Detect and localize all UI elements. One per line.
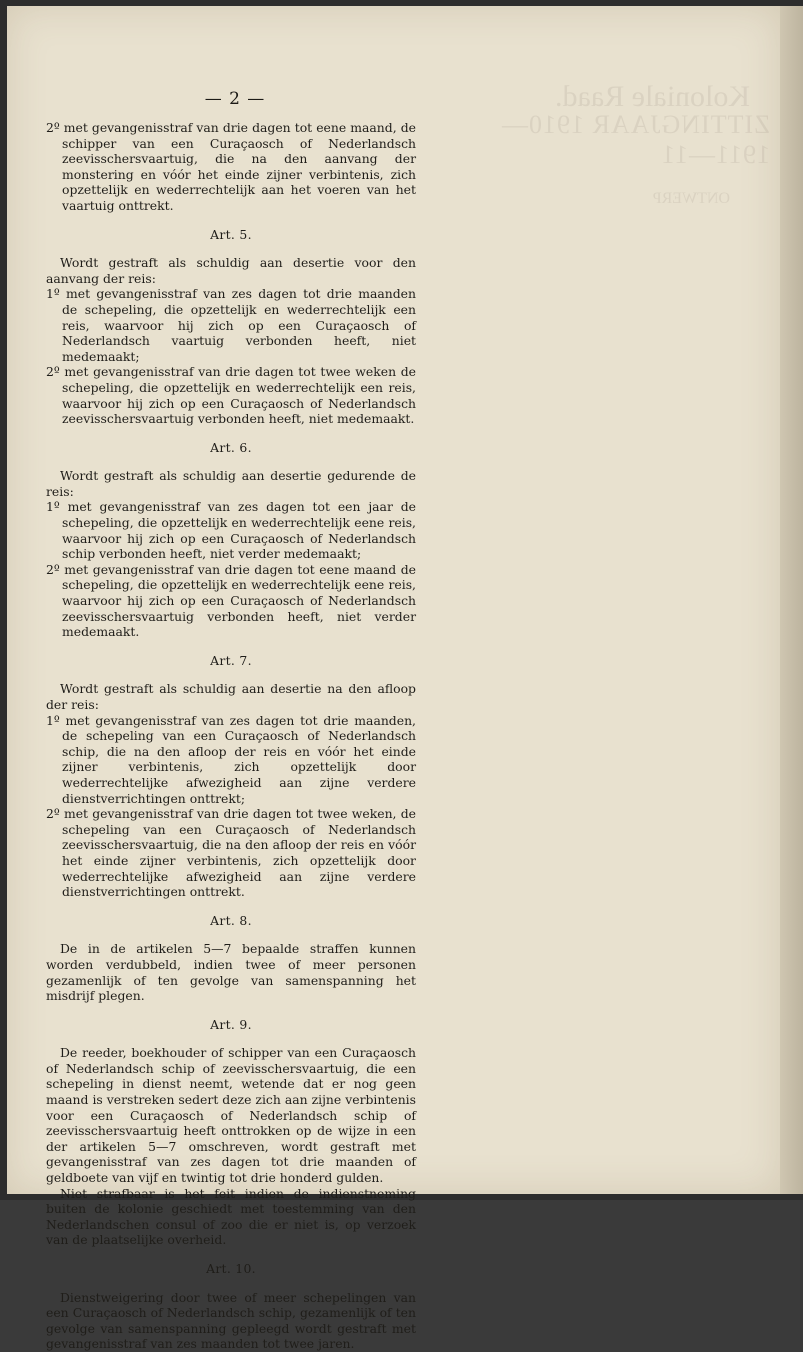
article-heading: Art. 7. xyxy=(210,652,252,668)
article-heading: Art. 8. xyxy=(210,912,252,928)
numbered-clause: 1º met gevangenisstraf van zes dagen tot een jaar de schepeling, die opzettelijk en wederrechtelijk eene reis, waarvoor hij zich op een Curaçaosch of Nederlandsch schip verbonden heeft, niet verder medemaakt; xyxy=(46,499,416,562)
paragraph: Dienstweigering door twee of meer schepelingen van een Curaçaosch of Nederlandsch schip, gezamenlijk of ten gevolge van samenspanning gepleegd wordt gestraft met gevangenisstraf van zes maanden tot twee jaren. xyxy=(46,1289,416,1352)
numbered-clause: 2º met gevangenisstraf van drie dagen tot eene maand, de schipper van een Curaçaosch of Nederlandsch zeevisschersvaartuig, die na den aanvang der monstering en vóór het einde zijner verbintenis, zich opzettelijk en wederrechtelijk aan het voeren van het vaartuig onttrekt. xyxy=(46,120,416,213)
numbered-clause: 2º met gevangenisstraf van drie dagen tot eene maand de schepeling, die opzettelijk en wederrechtelijk eene reis, waarvoor hij zich op een Curaçaosch of Nederlandsch zeevisschersvaartuig verbonden heeft, niet verder medemaakt. xyxy=(46,561,416,640)
paragraph: Wordt gestraft als schuldig aan desertie voor den aanvang der reis: xyxy=(46,255,416,286)
numbered-clause: 1º met gevangenisstraf van zes dagen tot drie maanden, de schepeling van een Curaçaosch of Nederlandsch schip, die na den afloop der reis en vóór het einde zijner verbintenis, zich opzettelijk door wederrechtelijke afwezigheid aan zijne verdere dienstverrichtingen onttrekt; xyxy=(46,712,416,806)
page-edge-strip xyxy=(780,6,803,1194)
paragraph: Niet strafbaar is het feit indien de indienstneming buiten de kolonie geschiedt met toestemming van den Nederlandschen consul of zoo die er niet is, op verzoek van de plaatselijke overheid. xyxy=(46,1185,416,1248)
page-number: — 2 — xyxy=(204,89,266,109)
paragraph: Wordt gestraft als schuldig aan desertie gedurende de reis: xyxy=(46,468,416,499)
numbered-clause: 2º met gevangenisstraf van drie dagen tot twee weken, de schepeling van een Curaçaosch of Nederlandsch zeevisschersvaartuig, die na den afloop der reis en vóór het einde zijner verbintenis, zich opzettelijk door wederrechtelijke afwezigheid aan zijne verdere dienstverrichtingen onttrekt. xyxy=(46,806,416,900)
paragraph: De in de artikelen 5—7 bepaalde straffen kunnen worden verdubbeld, indien twee of meer personen gezamenlijk of ten gevolge van samenspanning het misdrijf plegen. xyxy=(46,941,416,1004)
article-heading: Art. 10. xyxy=(206,1261,256,1276)
numbered-clause: 2º met gevangenisstraf van drie dagen tot twee weken de schepeling, die opzettelijk en wederrechtelijk een reis, waarvoor hij zich op een Curaçaosch of Nederlandsch zeevisschersvaartuig verbonden heeft, niet medemaakt. xyxy=(46,364,416,427)
document-body xyxy=(46,120,416,1352)
numbered-clause: 1º met gevangenisstraf van zes dagen tot drie maanden de schepeling, die opzettelijk en wederrechtelijk een reis, waarvoor hij zich op een Curaçaosch of Nederlandsch vaartuig verbonden heeft, niet medemaakt; xyxy=(46,286,416,364)
article-heading: Art. 9. xyxy=(210,1016,252,1032)
paragraph: De reeder, boekhouder of schipper van een Curaçaosch of Nederlandsch schip of zeevisschersvaartuig, die een schepeling in dienst neemt, wetende dat er nog geen maand is verstreken sedert deze zich aan zijne verbintenis voor een Curaçaosch of Nederlandsch schip of zeevisschersvaartuig heeft onttrokken op de wijze in een der artikelen 5—7 omschreven, wordt gestraft met gevangenisstraf van zes dagen tot drie maanden of geldboete van vijf en twintig tot drie honderd gulden. xyxy=(46,1045,416,1186)
article-heading: Art. 5. xyxy=(210,226,252,242)
article-heading: Art. 6. xyxy=(210,439,252,455)
paragraph: Wordt gestraft als schuldig aan desertie na den afloop der reis: xyxy=(46,681,416,712)
